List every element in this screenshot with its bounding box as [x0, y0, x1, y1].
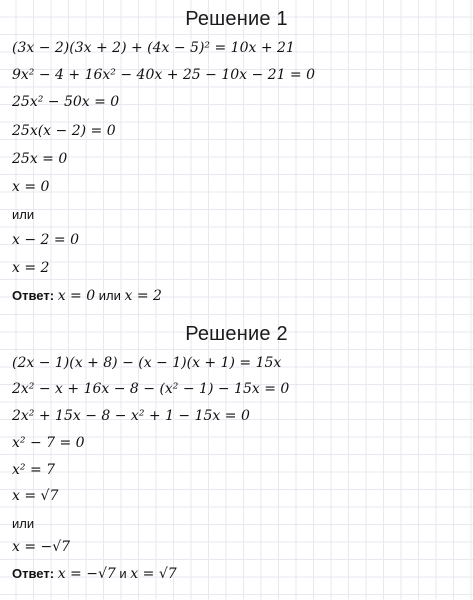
solution-2-answer [12, 566, 177, 582]
answer-connector: и [119, 566, 127, 581]
solution-1-line-9: x = 2 [12, 260, 50, 276]
solution-2-line-1: (2x − 1)(x + 8) − (x − 1)(x + 1) = 15x [12, 355, 282, 371]
solution-1-line-4: 25x(x − 2) = 0 [12, 123, 116, 139]
solution-1-line-5: 25x = 0 [12, 151, 68, 167]
solution-2-line-3: 2x² + 15x − 8 − x² + 1 − 15x = 0 [12, 408, 250, 424]
answer-value-2: x = 2 [124, 288, 162, 304]
solution-2-line-5: x² = 7 [12, 462, 56, 478]
solution-1-line-1: (3x − 2)(3x + 2) + (4x − 5)² = 10x + 21 [12, 40, 295, 56]
answer-value-2: x = √7 [130, 566, 177, 582]
solution-2-line-2: 2x² − x + 16x − 8 − (x² − 1) − 15x = 0 [12, 381, 290, 397]
answer-value-1: x = 0 [57, 288, 96, 304]
solution-1-line-8: x − 2 = 0 [12, 232, 79, 248]
solution-1-line-7: или [12, 207, 35, 222]
solution-2-title: Решение 2 [185, 323, 288, 345]
solution-1-answer [12, 288, 162, 304]
solution-2-line-4: x² − 7 = 0 [12, 435, 85, 451]
solution-2-line-6: x = √7 [12, 488, 59, 504]
answer-value-1: x = −√7 [57, 566, 116, 582]
answer-connector: или [98, 288, 121, 303]
answer-label: Ответ: [12, 288, 55, 303]
solution-1-line-2: 9x² − 4 + 16x² − 40x + 25 − 10x − 21 = 0 [12, 67, 316, 83]
solution-1-title: Решение 1 [185, 8, 288, 30]
solution-2-line-7: или [12, 516, 35, 531]
answer-label: Ответ: [12, 566, 55, 581]
solution-2-line-8: x = −√7 [12, 539, 71, 555]
solution-1-line-6: x = 0 [12, 179, 50, 195]
solution-1-line-3: 25x² − 50x = 0 [12, 94, 120, 110]
